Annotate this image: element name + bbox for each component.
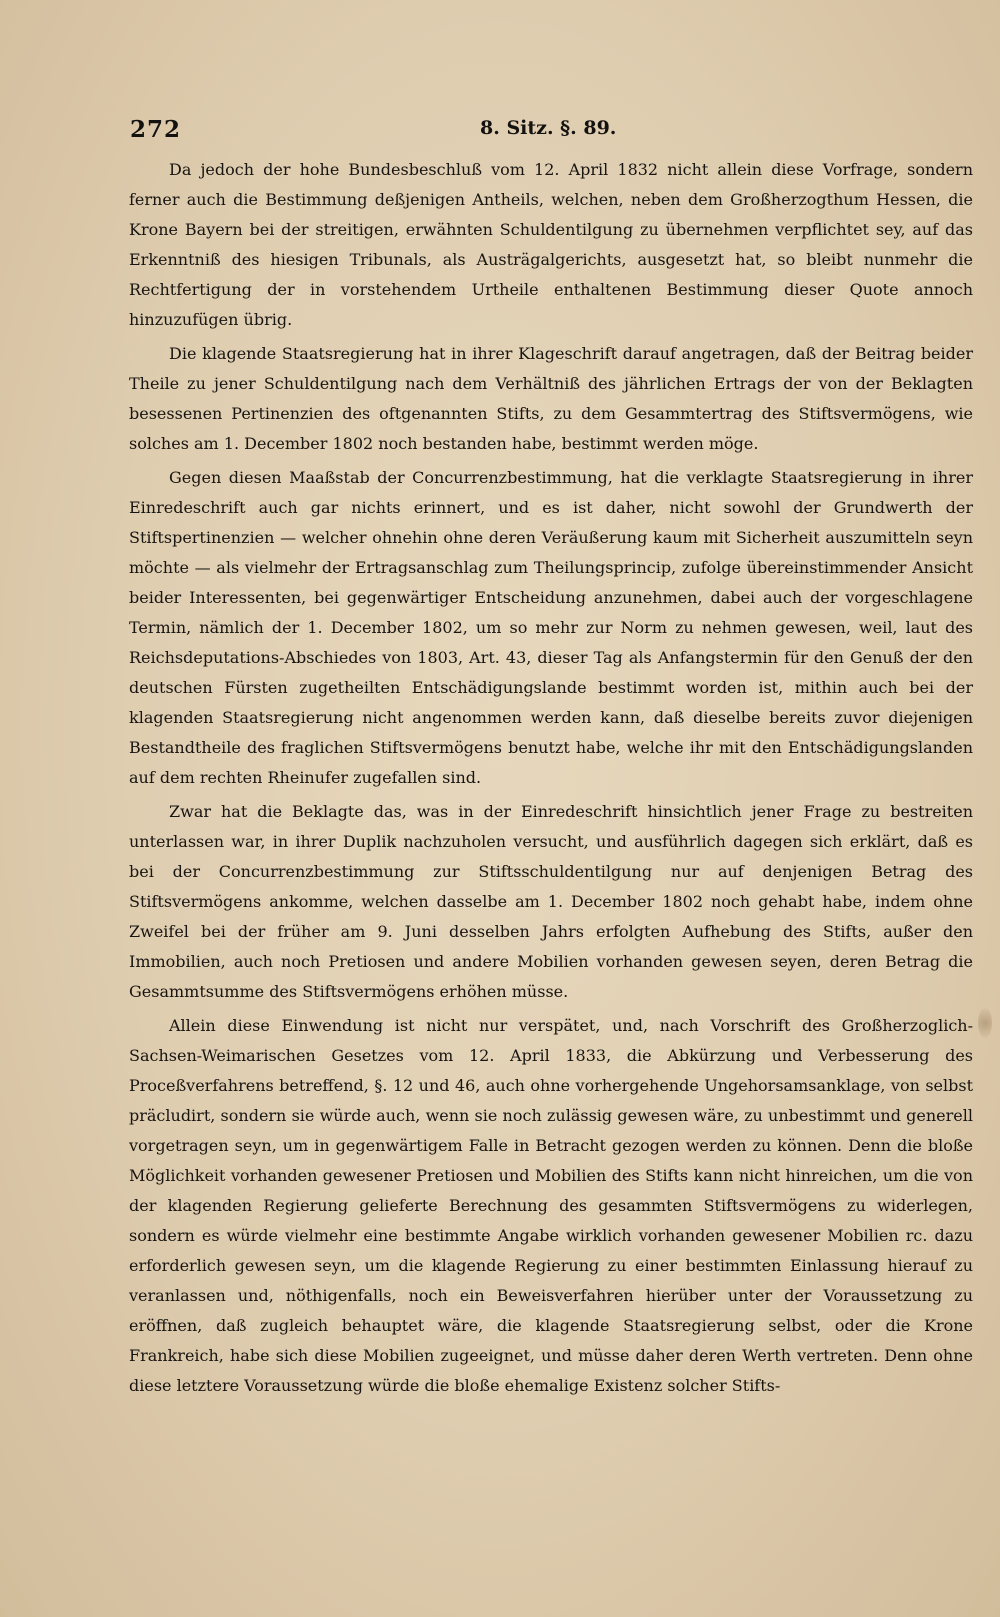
paragraph-4: Zwar hat die Beklagte das, was in der Einredeschrift hinsichtlich jener Frage zu bestreiten unterlassen war, in ihrer Duplik nachzuholen versucht, und ausführlich dagegen sich erklärt, daß es bei der Concurrenzbestimmung zur Stiftsschuldentilgung nur auf denjenigen Betrag des Stiftsvermögens ankomme, welchen dasselbe am 1. December 1802 noch gehabt habe, indem ohne Zweifel bei der früher am 9. Juni desselben Jahrs erfolgten Aufhebung des Stifts, außer den Immobilien, auch noch Pretiosen und andere Mobilien vorhanden gewesen seyen, deren Betrag die Gesammtsumme des Stiftsvermögens erhöhen müsse. bbox=[129, 802, 973, 1001]
body-text bbox=[129, 155, 973, 1401]
running-head: 8. Sitz. §. 89. bbox=[480, 117, 617, 139]
paper-stain bbox=[978, 1008, 992, 1038]
paragraph-5: Allein diese Einwendung ist nicht nur verspätet, und, nach Vorschrift des Großherzoglich-Sachsen-Weimarischen Gesetzes vom 12. April 1833, die Abkürzung und Verbesserung des Proceßverfahrens betreffend, §. 12 und 46, auch ohne vorhergehende Ungehorsamsanklage, von selbst präcludirt, sondern sie würde auch, wenn sie noch zulässig gewesen wäre, zu unbestimmt und generell vorgetragen seyn, um in gegenwärtigem Falle in Betracht gezogen werden zu können. Denn die bloße Möglichkeit vorhanden gewesener Pretiosen und Mobilien des Stifts kann nicht hinreichen, um die von der klagenden Regierung gelieferte Berechnung des gesammten Stiftsvermögens zu widerlegen, sondern es würde vielmehr eine bestimmte Angabe wirklich vorhanden gewesener Mobilien rc. dazu erforderlich gewesen seyn, um die klagende Regierung zu einer bestimmten Einlassung hierauf zu veranlassen und, nöthigenfalls, noch ein Beweisverfahren hierüber unter der Voraussetzung zu eröffnen, daß zugleich behauptet wäre, die klagende Staatsregierung selbst, oder die Krone Frankreich, habe sich diese Mobilien zugeeignet, und müsse daher deren Werth vertreten. Denn ohne diese letztere Voraussetzung würde die bloße ehemalige Existenz solcher Stifts- bbox=[129, 1016, 973, 1395]
paragraph-3: Gegen diesen Maaßstab der Concurrenzbestimmung, hat die verklagte Staatsregierung in ihrer Einredeschrift auch gar nichts erinnert, und es ist daher, nicht sowohl der Grundwerth der Stiftspertinenzien — welcher ohnehin ohne deren Veräußerung kaum mit Sicherheit auszumitteln seyn möchte — als vielmehr der Ertragsanschlag zum Theilungsprincip, zufolge übereinstimmender Ansicht beider Interessenten, bei gegenwärtiger Entscheidung anzunehmen, dabei auch der vorgeschlagene Termin, nämlich der 1. December 1802, um so mehr zur Norm zu nehmen gewesen, weil, laut des Reichsdeputations-Abschiedes von 1803, Art. 43, dieser Tag als Anfangstermin für den Genuß der den deutschen Fürsten zugetheilten Entschädigungslande bestimmt worden ist, mithin auch bei der klagenden Staatsregierung nicht angenommen werden kann, daß dieselbe bereits zuvor diejenigen Bestandtheile des fraglichen Stiftsvermögens benutzt habe, welche ihr mit den Entschädigungslanden auf dem rechten Rheinufer zugefallen sind. bbox=[129, 468, 973, 787]
page-header bbox=[130, 110, 970, 150]
paragraph-2: Die klagende Staatsregierung hat in ihrer Klageschrift darauf angetragen, daß der Beitrag beider Theile zu jener Schuldentilgung nach dem Verhältniß des jährlichen Ertrags der von der Beklagten besessenen Pertinenzien des oftgenannten Stifts, zu dem Gesammtertrag des Stiftsvermögens, wie solches am 1. December 1802 noch bestanden habe, bestimmt werden möge. bbox=[129, 344, 973, 453]
page-number: 272 bbox=[130, 116, 182, 143]
paragraph-1: Da jedoch der hohe Bundesbeschluß vom 12. April 1832 nicht allein diese Vorfrage, sondern ferner auch die Bestimmung deßjenigen Antheils, welchen, neben dem Großherzogthum Hessen, die Krone Bayern bei der streitigen, erwähnten Schuldentilgung zu übernehmen verpflichtet sey, auf das Erkenntniß des hiesigen Tribunals, als Austrägalgerichts, ausgesetzt hat, so bleibt nunmehr die Rechtfertigung der in vorstehendem Urtheile enthaltenen Bestimmung dieser Quote annoch hinzuzufügen übrig. bbox=[129, 160, 973, 329]
